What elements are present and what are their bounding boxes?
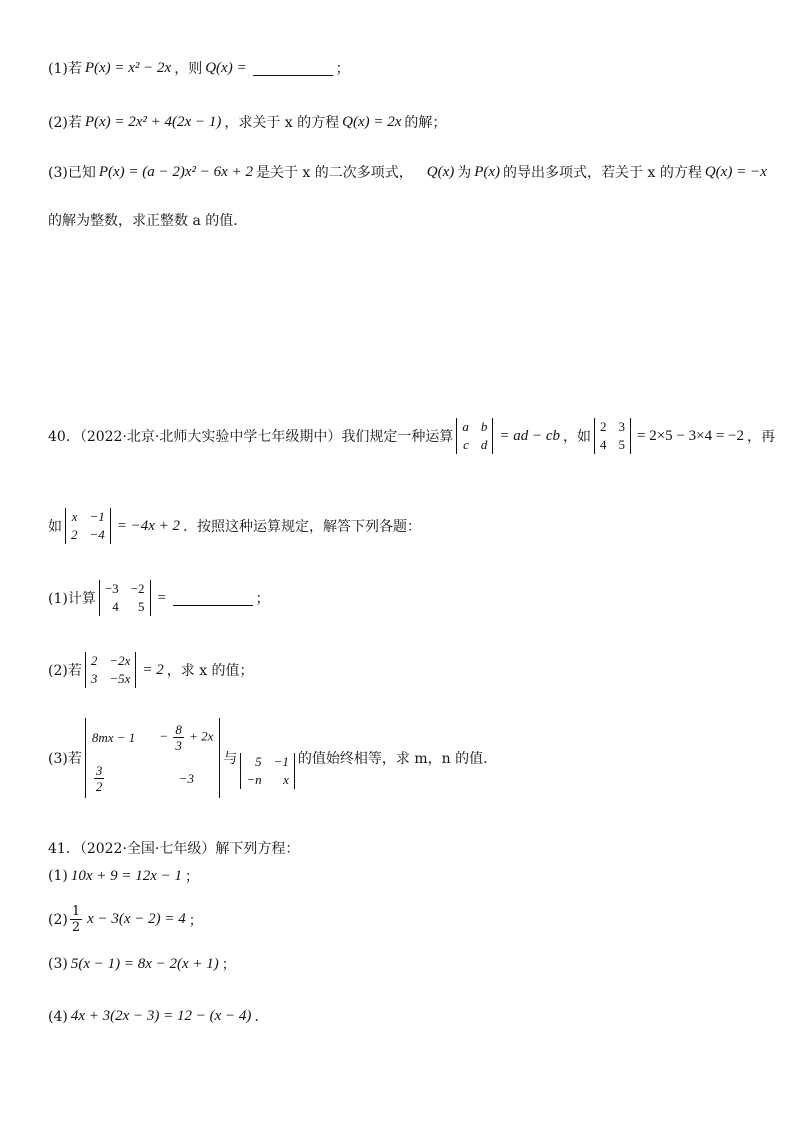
q39-part3-cont: 的解为整数，求正整数 a 的值.	[48, 213, 238, 229]
q39-part2-label: (2)若	[48, 115, 82, 131]
fraction-denominator: 2	[95, 779, 103, 794]
matrix-cell	[92, 763, 135, 794]
matrix-cell: −4	[89, 527, 105, 542]
matrix-cell: −2x	[109, 653, 131, 668]
matrix-cell: 5	[618, 437, 625, 452]
matrix-cell: −n	[246, 772, 262, 787]
fraction-denominator: 2	[71, 920, 81, 935]
fraction-numerator: 1	[71, 904, 81, 919]
q39-part1-expr2: Q(x) =	[205, 59, 247, 76]
q39-part1-expr: P(x) = x² − 2x	[84, 59, 172, 76]
matrix-cell: c	[463, 437, 469, 452]
q40-part3-tail: 的值始终相等，求 m，n 的值.	[297, 751, 488, 767]
q40-cont-lead: 如	[48, 519, 62, 535]
q40-part3-matrix	[85, 718, 221, 798]
q40-example-matrix	[594, 418, 631, 454]
term: + 2x	[189, 728, 214, 744]
q39-part3-continuation	[48, 210, 238, 230]
q39-part3-mid: 是关于 x 的二次多项式，	[255, 165, 413, 181]
matrix-cell: 3	[90, 671, 98, 686]
fraction-numerator: 8	[175, 722, 182, 737]
matrix-cell: 3	[618, 419, 625, 434]
fraction	[94, 763, 105, 794]
answer-blank[interactable]	[173, 591, 253, 606]
q40-part2-matrix	[85, 652, 137, 688]
q40-part2-label: (2)若	[48, 663, 82, 679]
q40-part2-eq: = 2	[142, 661, 164, 678]
q40-part3-label: (3)若	[48, 751, 82, 767]
q39-part1-tail: ；	[335, 61, 350, 77]
q41-part4	[48, 1008, 259, 1025]
q40-cont-result: = −4x + 2	[116, 517, 181, 534]
q40-part1	[48, 580, 270, 616]
q41-intro-text: 41．（2022·全国·七年级）解下列方程：	[48, 841, 300, 857]
q40-example-tail: ，再	[747, 429, 776, 445]
matrix-cell: x	[283, 772, 289, 787]
q40-part3-matrix2	[240, 753, 295, 789]
q40-definition-result: = ad − cb	[499, 427, 560, 444]
q40-intro	[48, 418, 775, 454]
minus-sign: −	[159, 728, 169, 744]
q40-intro-text: 40．（2022·北京·北师大实验中学七年级期中）我们规定一种运算	[48, 429, 454, 445]
fraction-numerator: 3	[95, 763, 103, 778]
q39-part3-expr: P(x) = (a − 2)x² − 6x + 2	[98, 163, 253, 180]
matrix-cell: −3	[178, 770, 194, 786]
q41-part2	[48, 904, 203, 935]
matrix-cell: −5x	[109, 671, 131, 686]
matrix-cell: 4	[112, 599, 119, 614]
q39-part3-expr2: Q(x)	[426, 163, 455, 180]
matrix-cell	[159, 722, 213, 753]
matrix-cell: 2	[600, 419, 607, 434]
q41-part2-expr: x − 3(x − 2) = 4	[87, 911, 186, 927]
q40-part1-label: (1)计算	[48, 591, 96, 607]
fraction	[70, 904, 82, 935]
q40-continuation	[48, 508, 421, 544]
matrix-cell: 2	[71, 527, 78, 542]
q41-part1-expr: 10x + 9 = 12x − 1	[70, 867, 183, 884]
matrix-cell: 5	[138, 599, 145, 614]
q40-part1-eq: =	[156, 589, 167, 606]
q39-part2-expr: P(x) = 2x² + 4(2x − 1)	[84, 113, 222, 130]
q39-part3-mid2: 为	[457, 165, 472, 181]
q40-part3	[48, 718, 488, 798]
matrix-cell: −1	[89, 509, 105, 524]
matrix-cell: a	[462, 419, 469, 434]
q41-part4-tail: .	[254, 1008, 259, 1025]
q39-part3-label: (3)已知	[48, 165, 96, 181]
fraction	[173, 722, 184, 753]
q39-part2-mid: ，求关于 x 的方程	[224, 115, 340, 131]
fraction-denominator: 3	[175, 738, 182, 753]
q39-part1-mid: ，则	[174, 61, 203, 77]
q41-part3	[48, 954, 236, 974]
q41-part4-expr: 4x + 3(2x − 3) = 12 − (x − 4)	[70, 1008, 252, 1024]
q39-part1-label: (1)若	[48, 61, 82, 77]
q39-part3-expr4: Q(x) = −x	[704, 163, 767, 180]
q40-part2-tail: ，求 x 的值；	[166, 663, 254, 679]
matrix-cell: 8mx − 1	[91, 729, 136, 745]
matrix-cell: −2	[130, 581, 145, 596]
matrix-cell: −3	[104, 581, 119, 596]
q40-cont-tail: ．按照这种运算规定，解答下列各题：	[183, 519, 422, 535]
matrix-cell: 4	[600, 437, 607, 452]
matrix-cell: −1	[273, 754, 289, 769]
q41-part3-tail: ；	[221, 957, 236, 973]
q40-part1-matrix	[99, 580, 151, 616]
q40-definition-matrix	[456, 418, 493, 454]
q41-part1	[48, 866, 199, 886]
q40-part1-tail: ；	[255, 591, 270, 607]
q41-part1-tail: ；	[185, 869, 200, 885]
matrix-cell: x	[71, 509, 78, 524]
q39-part3-expr3: P(x)	[474, 163, 501, 180]
matrix-cell: 2	[90, 653, 98, 668]
q39-part2-expr2: Q(x) = 2x	[342, 113, 402, 130]
q41-part1-label: (1)	[48, 868, 68, 884]
q40-part2	[48, 652, 254, 688]
q41-part2-tail: ；	[188, 912, 203, 929]
q41-part4-label: (4)	[48, 1008, 68, 1025]
q40-example-lead: ，如	[563, 429, 591, 445]
answer-blank[interactable]	[253, 61, 333, 76]
matrix-cell: b	[480, 419, 488, 434]
q39-part2	[48, 112, 446, 132]
q41-part3-expr: 5(x − 1) = 8x − 2(x + 1)	[70, 955, 219, 972]
q41-part3-label: (3)	[48, 956, 68, 972]
q40-example-result: = 2×5 − 3×4 = −2	[637, 427, 745, 444]
matrix-cell: d	[480, 437, 488, 452]
q39-part3	[48, 162, 770, 182]
q40-part3-mid: 与	[223, 751, 238, 767]
q39-part3-mid3: 的导出多项式，若关于 x 的方程	[503, 165, 702, 181]
matrix-cell: 5	[255, 754, 262, 769]
q41-intro	[48, 838, 299, 858]
q41-part2-label: (2)	[48, 911, 68, 928]
q40-cont-matrix	[65, 508, 111, 544]
q39-part2-tail: 的解；	[404, 115, 447, 131]
q39-part1	[48, 58, 350, 78]
